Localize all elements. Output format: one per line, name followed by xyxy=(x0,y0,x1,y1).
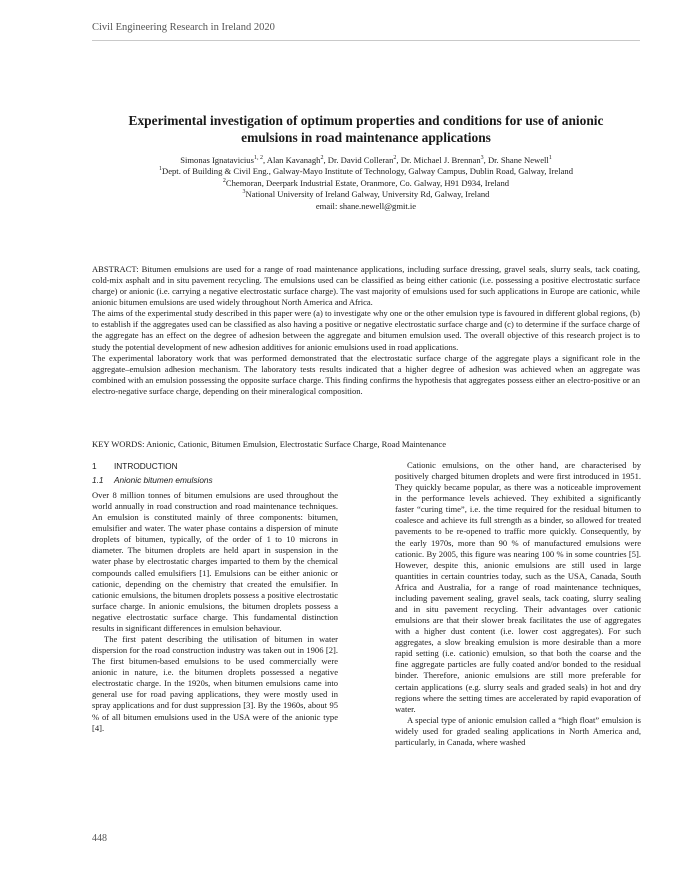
author-4: , Dr. Michael J. Brennan xyxy=(396,155,481,165)
author-1-sup: 1, 2 xyxy=(253,155,263,162)
affiliation-3-sup: 3 xyxy=(242,189,246,196)
abstract xyxy=(92,264,640,397)
abstract-paragraph-2: The aims of the experimental study described in this paper were (a) to investigate why one or the other emulsion type is favoured in different global regions, (b) to establish if the aggregates used can be classified as also having a positive or negative electrostatic surface charge and (c) to determine if the surface charge of the aggregate has an effect on the degree of adhesion between the aggregate and bitumen emulsion used. The overall objective of this research project is to study the potential development of new adhesion additives for anionic emulsions used in road applications. xyxy=(92,308,640,352)
title-line-1: Experimental investigation of optimum properties and conditions for use of anionic xyxy=(128,113,604,128)
section-number: 1 xyxy=(92,461,97,471)
subsection-title: Anionic bitumen emulsions xyxy=(114,475,213,485)
subsection-heading-anionic xyxy=(92,474,338,486)
title-line-2: emulsions in road maintenance applications xyxy=(241,129,491,145)
author-names xyxy=(92,155,640,166)
affiliation-2-text: Chemoran, Deerpark Industrial Estate, Oranmore, Co. Galway, H91 D934, Ireland xyxy=(225,177,510,188)
author-5-sup: 1 xyxy=(548,155,552,162)
section-heading-introduction xyxy=(92,460,338,472)
affiliation-3-text: National University of Ireland Galway, University Rd, Galway, Ireland xyxy=(245,189,490,200)
section-title: INTRODUCTION xyxy=(114,461,178,471)
body-paragraph: Over 8 million tonnes of bitumen emulsions are used throughout the world annually in road construction and road maintenance techniques. An emulsion is constituted mainly of three components: bitumen, emulsifier and water. The water phase contains a dispersion of minute droplets of bitumen, typically, of the order of 1 to 10 microns in diameter. The bitumen droplets are held apart in suspension in the water phase by electrostatic charges imparted to them by the chemical compounds called emulsifiers [1]. Emulsions can be either anionic or cationic, depending on the chemistry that created the emulsifier. In cationic emulsions, the bitumen droplets possess a positive electrostatic surface charge. In anionic emulsions, the bitumen droplets possess a negative electrostatic surface charge. This fundamental distinction results in significant differences in emulsion behaviour. xyxy=(92,490,338,633)
abstract-paragraph-1: ABSTRACT: Bitumen emulsions are used for a range of road maintenance applications, including surface dressing, gravel seals, slurry seals, tack coating, cold-mix asphalt and in situ pavement recycling. The emulsions used can be classified as being either cationic (i.e. possessing a positive electrostatic surface charge) or anionic (i.e. carrying a negative electrostatic surface charge). The vast majority of emulsions used for such applications in Europe are cationic, while anionic bitumen emulsions are used widely throughout North America and Africa. xyxy=(92,264,640,308)
author-3: , Dr. David Colleran xyxy=(323,155,394,165)
affiliation-2-sup: 2 xyxy=(222,177,226,184)
affiliation-2 xyxy=(92,178,640,189)
author-2-sup: 2 xyxy=(320,155,324,162)
contact-email: email: shane.newell@gmit.ie xyxy=(315,200,417,211)
author-4-sup: 3 xyxy=(480,155,484,162)
right-column xyxy=(395,460,641,748)
author-5: , Dr. Shane Newell xyxy=(483,155,549,165)
affiliation-1-text: Dept. of Building & Civil Eng., Galway-Mayo Institute of Technology, Galway Campus, Dublin Road, Galway, Ireland xyxy=(161,166,574,177)
author-1: Simonas Ignatavicius xyxy=(180,155,254,165)
paper-title xyxy=(92,113,640,146)
page-number: 448 xyxy=(92,833,107,844)
body-paragraph: The first patent describing the utilisation of bitumen in water dispersion for the road construction industry was taken out in 1906 [2]. The first bitumen-based emulsions to be used commercially were anionic in nature, i.e. the bitumen droplets possessed a negative electrostatic charge. In the 1920s, when bitumen emulsions came into general use for road paving applications, they were mostly used in spray applications and for dust suppression [3]. By the 1960s, about 95 % of all bitumen emulsions used in the USA were of the anionic type [4]. xyxy=(92,634,338,733)
body-paragraph: Cationic emulsions, on the other hand, are characterised by positively charged bitumen droplets and were first introduced in 1951. They quickly became popular, as there was a noticeable improvement in the performance levels achieved. They exhibited a significantly faster “curing time”, i.e. the time required for the residual bitumen to coalesce and achieve its full strength as a binder, so allowed for treated pavements to be re-opened to traffic more quickly. Consequently, by the early 1970s, more than 90 % of manufactured emulsions were cationic. By 2005, this figure was nearing 100 % in some countries [5]. However, despite this, anionic emulsions are still used in large quantities in certain countries today, such as the USA, Canada, South Africa and Australia, for a range of road maintenance techniques, including pavement sealing, gravel seals, tack coating, slurry sealing and in situ pavement recycling. Their advantages over cationic emulsions are that their slower break facilitates the use of aggregates with a higher dust content (i.e. lower cost aggregates). For such aggregates, a slow breaking emulsion is more desirable than a more rapid setting (i.e. cationic) emulsion, so that both the coarse and the fine aggregate particles are fully coated and/or bonded to the residual binder. Therefore, anionic emulsions are still more preferable for certain applications (e.g. slurry seals and graded seals) in hot and dry regions where the setting times are accelerated by rapid evaporation of water. xyxy=(395,460,641,714)
affiliation-1 xyxy=(92,166,640,177)
abstract-paragraph-3: The experimental laboratory work that was performed demonstrated that the electrostatic surface charge of the aggregate plays a significant role in the aggregate–emulsion adhesion mechanism. The laboratory tests results indicated that a higher degree of adhesion was achieved when an aggregate was combined with an emulsion possessing the opposite surface charge. This finding confirms the hypothesis that aggregates possess either an electro-positive or an electro-negative surface charge, depending on their mineralogical composition. xyxy=(92,352,640,396)
affiliation-3 xyxy=(92,189,640,200)
author-block xyxy=(92,155,640,212)
author-2: , Alan Kavanagh xyxy=(262,155,321,165)
left-column xyxy=(92,460,338,734)
header-rule xyxy=(92,40,640,41)
affiliation-1-sup: 1 xyxy=(158,166,162,173)
author-3-sup: 2 xyxy=(393,155,397,162)
running-header: Civil Engineering Research in Ireland 2020 xyxy=(92,22,275,33)
body-paragraph: A special type of anionic emulsion called a “high float” emulsion is widely used for graded sealing applications in North America and, particularly, in Canada, where washed xyxy=(395,714,641,747)
subsection-number: 1.1 xyxy=(92,475,104,485)
keywords: KEY WORDS: Anionic, Cationic, Bitumen Emulsion, Electrostatic Surface Charge, Road Maintenance xyxy=(92,439,446,449)
